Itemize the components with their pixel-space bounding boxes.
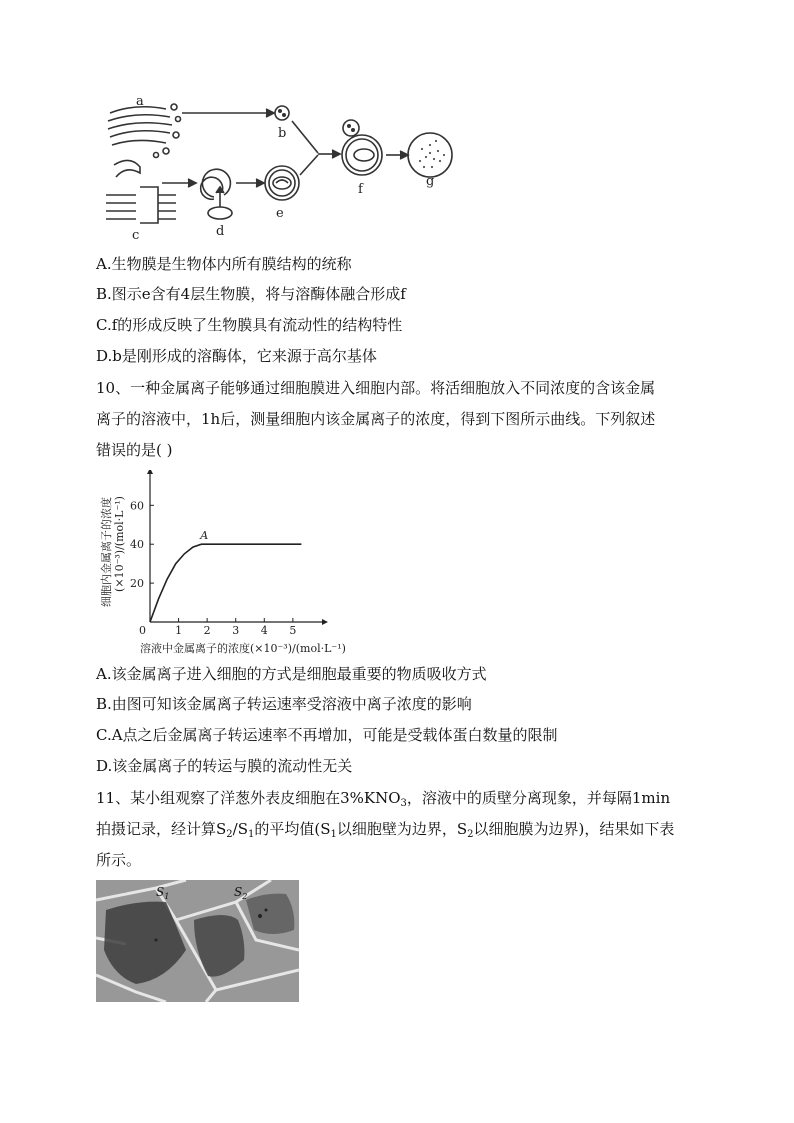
q11-stem-line-1 <box>96 788 670 814</box>
q11-line1-tail: ，溶液中的质壁分离现象，并每隔1min <box>406 789 671 807</box>
label-d: d <box>216 224 225 239</box>
q10-option-a: A.该金属离子进入细胞的方式是细胞最重要的物质吸收方式 <box>96 665 487 683</box>
origin-label: 0 <box>139 624 146 637</box>
q10-option-c: C.A点之后金属离子转运速率不再增加，可能是受载体蛋白数量的限制 <box>96 726 558 744</box>
q11-line2-c: 的平均值(S <box>254 820 331 838</box>
point-a-label: A <box>200 529 209 543</box>
x-axis-arrow <box>322 619 328 625</box>
q11-line2-e: 以细胞膜为边界)，结果如下表 <box>473 820 675 838</box>
q11-stem-line-3: 所示。 <box>96 851 142 869</box>
label-c: c <box>132 228 140 243</box>
x-tick-label: 2 <box>203 624 211 637</box>
q9-option-d: D.b是刚形成的溶酶体，它来源于高尔基体 <box>96 347 377 365</box>
q11-line2-sub1: 2 <box>226 829 233 840</box>
q11-stem-line-2 <box>96 819 674 845</box>
ion-concentration-chart <box>96 470 386 660</box>
photo-label-s2: $S_2$ <box>234 885 248 901</box>
label-g: g <box>426 174 435 189</box>
label-f: f <box>358 182 363 197</box>
q9-option-c: C.f的形成反映了生物膜具有流动性的结构特性 <box>96 316 403 334</box>
q11-line1-sub: 3 <box>400 798 407 809</box>
y-axis-unit: (×10⁻³)/(mol·L⁻¹) <box>113 496 126 592</box>
series-line <box>150 544 301 622</box>
q11-line2-sub4: 2 <box>467 829 474 840</box>
q11-line2-sub3: 1 <box>330 829 337 840</box>
lysosome-formation-diagram <box>96 95 466 245</box>
label-e: e <box>276 206 284 221</box>
x-tick-label: 4 <box>260 624 268 637</box>
x-axis-label: 溶液中金属离子的浓度(×10⁻³)/(mol·L⁻¹) <box>140 642 346 655</box>
q10-option-d: D.该金属离子的转运与膜的流动性无关 <box>96 757 353 775</box>
y-tick-label: 60 <box>130 499 144 513</box>
x-tick-label: 3 <box>232 624 240 637</box>
y-axis-arrow <box>147 470 153 474</box>
label-b: b <box>278 126 287 141</box>
q10-stem-line-1: 10、一种金属离子能够通过细胞膜进入细胞内部。将活细胞放入不同浓度的含该金属 <box>96 379 656 397</box>
q10-stem-line-2: 离子的溶液中，1h后，测量细胞内该金属离子的浓度，得到下图所示曲线。下列叙述 <box>96 410 656 428</box>
y-tick-label: 20 <box>130 577 144 591</box>
q11-line2-b: /S <box>232 820 248 838</box>
q9-option-b: B.图示e含有4层生物膜，将与溶酶体融合形成f <box>96 285 406 303</box>
y-tick-label: 40 <box>130 538 144 552</box>
y-axis-label: 细胞内金属离子的浓度 <box>100 497 113 607</box>
q9-option-a: A.生物膜是生物体内所有膜结构的统称 <box>96 255 352 273</box>
photo-label-s1: $S_1$ <box>156 885 170 901</box>
q11-line2-sub2: 1 <box>248 829 255 840</box>
x-tick-label: 1 <box>175 624 183 637</box>
q10-option-b: B.由图可知该金属离子转运速率受溶液中离子浓度的影响 <box>96 695 472 713</box>
q11-line2-a: 拍摄记录，经计算S <box>96 820 227 838</box>
x-tick-label: 5 <box>289 624 297 637</box>
q11-line1-text: 11、某小组观察了洋葱外表皮细胞在3%KNO <box>96 789 401 807</box>
q10-stem-line-3: 错误的是( ) <box>96 441 173 459</box>
q11-line2-d: 以细胞壁为边界，S <box>336 820 468 838</box>
label-a: a <box>136 95 144 109</box>
onion-epidermis-micrograph <box>96 880 299 1002</box>
